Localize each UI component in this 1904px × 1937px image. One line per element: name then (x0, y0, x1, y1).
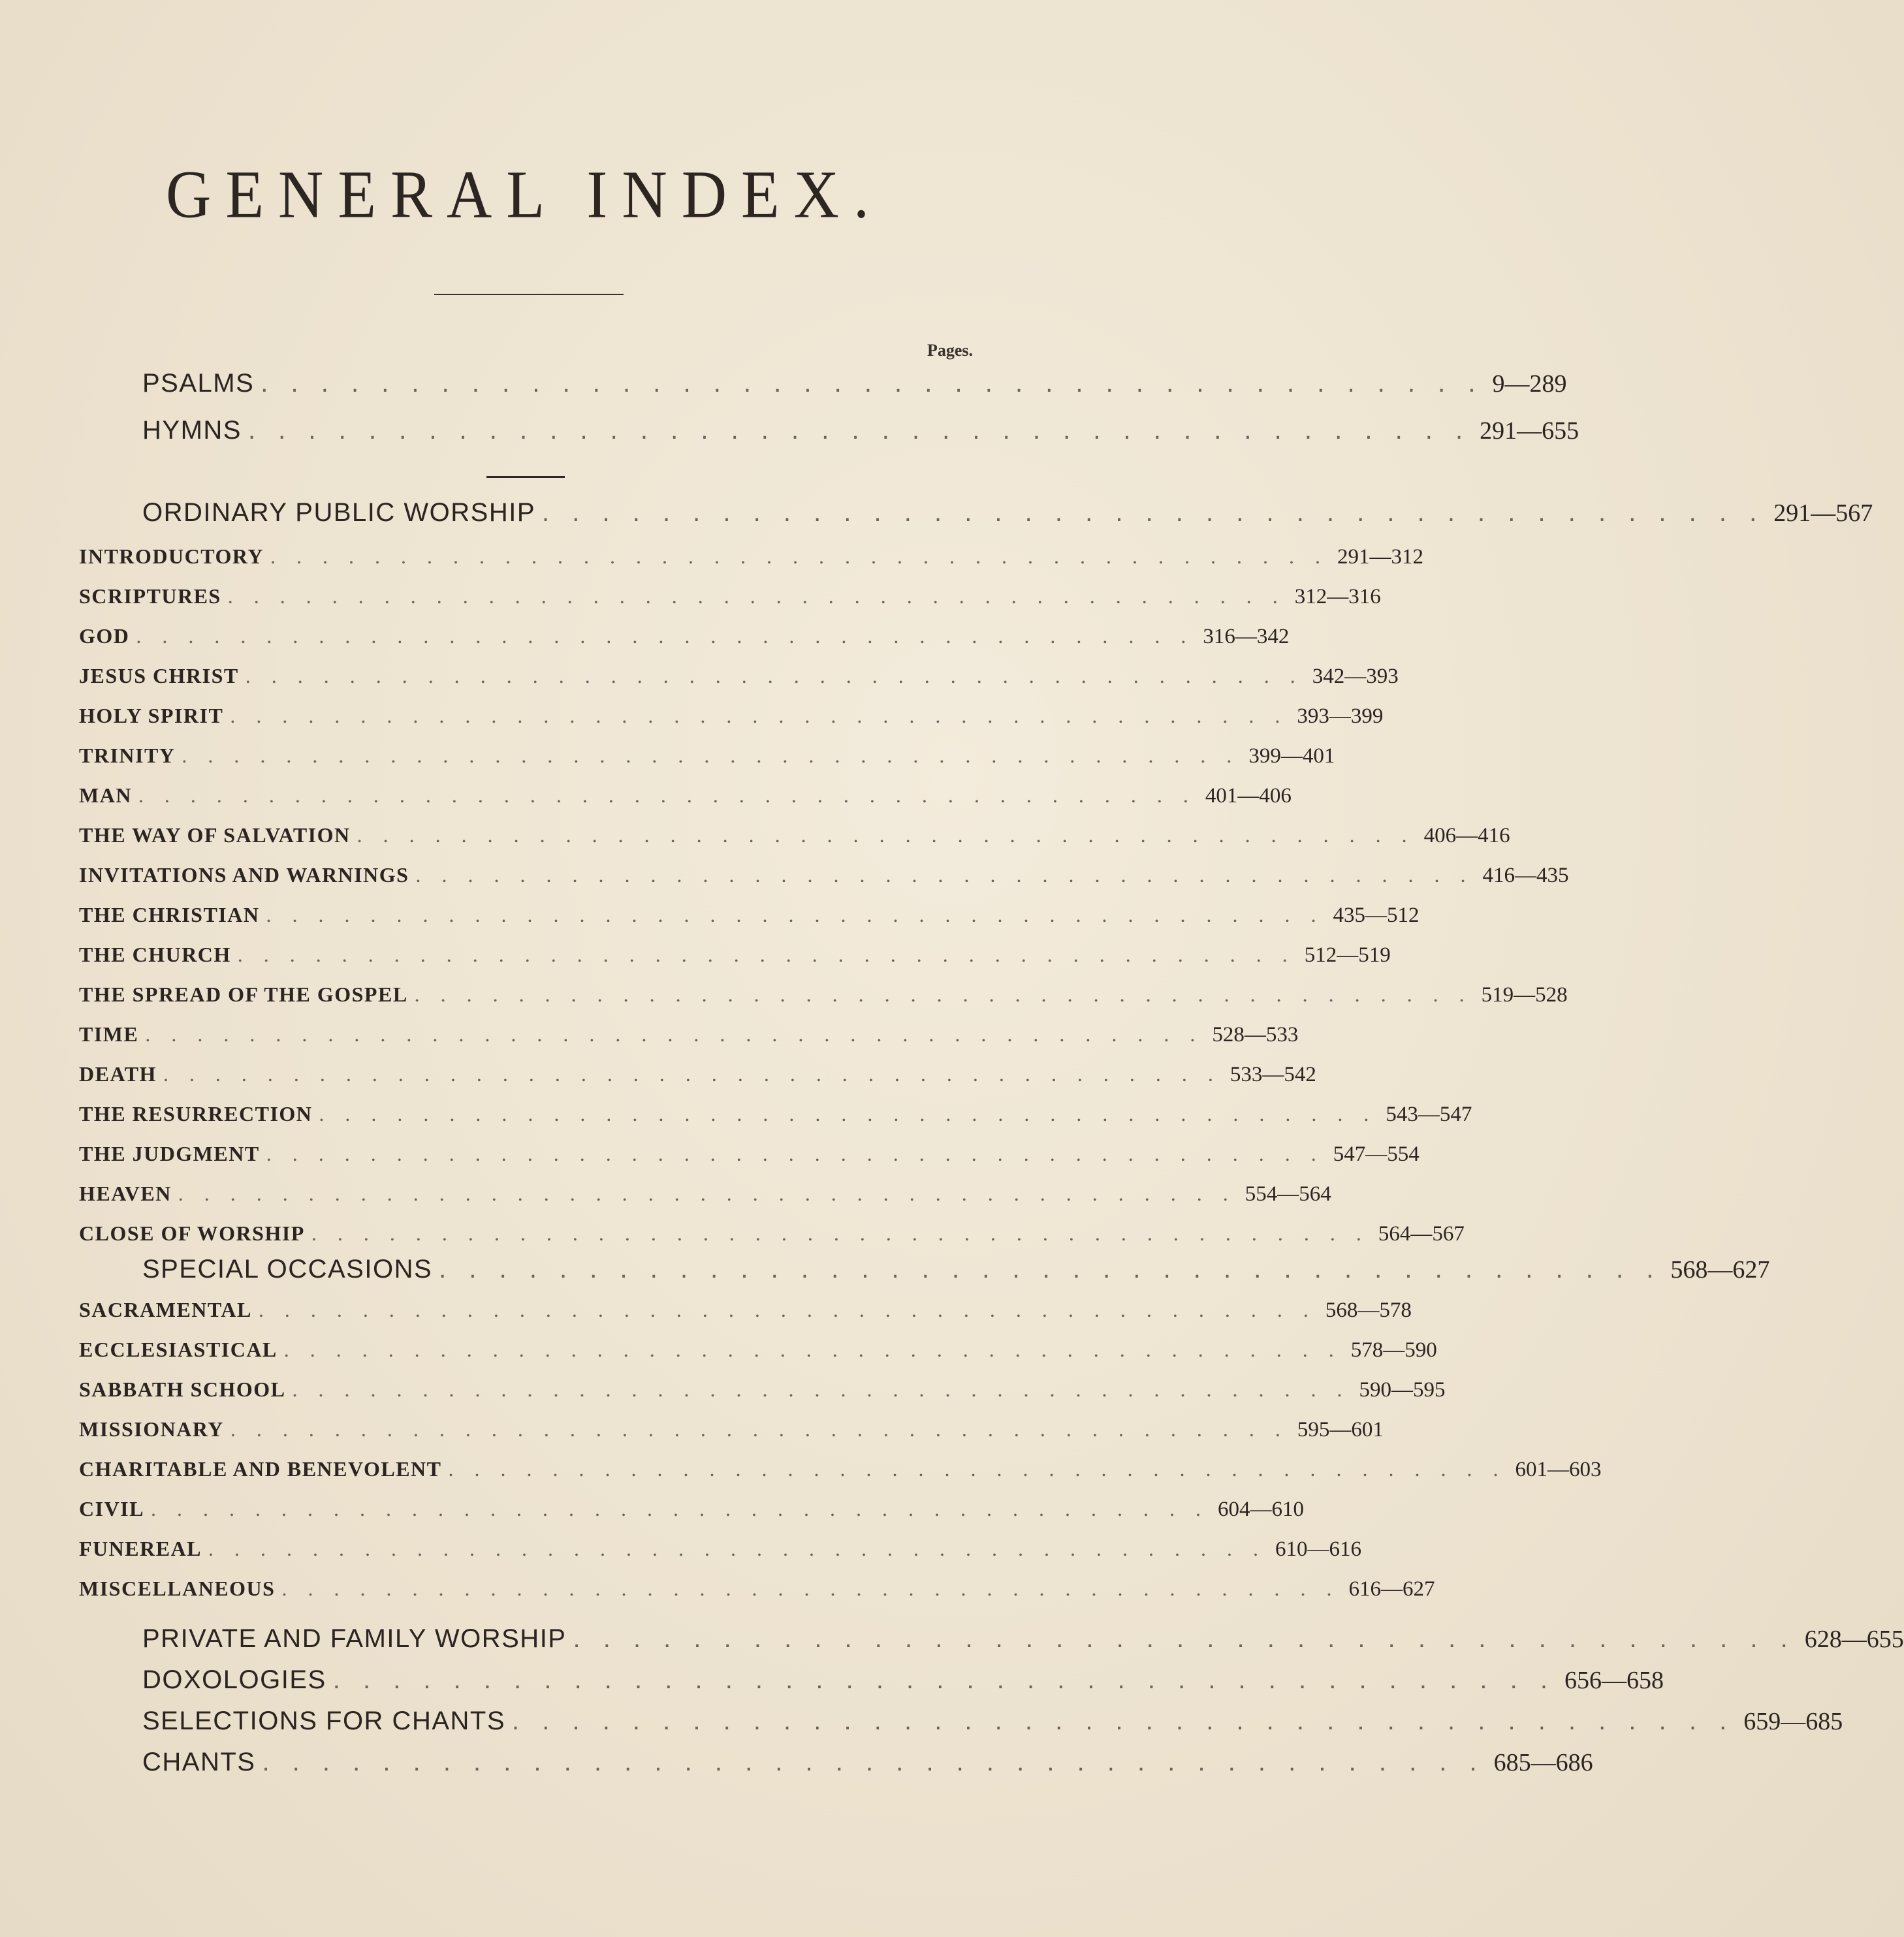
list-item (79, 823, 1510, 848)
dot-leader: . . . . . . . . . . . . . . . . . . . . . . . . . . . . . . . . . . . . . . . . . (178, 1182, 1236, 1205)
list-item (79, 1022, 1299, 1047)
dot-leader: . . . . . . . . . . . . . . . . . . . . . . . . . . . . . . . . . . . . . . . . . (261, 369, 1484, 398)
entry-pages: 435—512 (1333, 904, 1420, 927)
entry-label: THE JUDGMENT (79, 1142, 260, 1165)
entry-label: MAN (79, 783, 132, 807)
list-item (79, 584, 1381, 609)
list-item (79, 983, 1568, 1007)
entry-pages: 616—627 (1348, 1577, 1435, 1601)
dot-leader: . . . . . . . . . . . . . . . . . . . . . . . . . . . . . . . . . . . . . . . . . (245, 664, 1303, 687)
list-item (79, 1182, 1331, 1206)
dot-leader: . . . . . . . . . . . . . . . . . . . . . . . . . . . . . . . . . . . . . . . . . (292, 1378, 1350, 1401)
section-heading-pages: 568—627 (1670, 1256, 1770, 1283)
index-entry-doxologies (142, 1665, 1664, 1695)
entry-label: CIVIL (79, 1497, 144, 1520)
dot-leader: . . . . . . . . . . . . . . . . . . . . . . . . . . . . . . . . . . . . . . . . . (415, 863, 1474, 887)
section-divider (486, 476, 565, 478)
entry-pages: 604—610 (1217, 1498, 1304, 1521)
dot-leader: . . . . . . . . . . . . . . . . . . . . . . . . . . . . . . . . . . . . . . . . . (163, 1062, 1221, 1086)
list-item (79, 783, 1292, 808)
entry-pages: 659—685 (1743, 1708, 1843, 1735)
section-heading-label: ORDINARY PUBLIC WORSHIP (142, 498, 536, 527)
entry-label: JESUS CHRIST (79, 664, 239, 687)
entry-pages: 533—542 (1230, 1063, 1316, 1086)
dot-leader: . . . . . . . . . . . . . . . . . . . . . . . . . . . . . . . . . . . . . . . . . (283, 1338, 1342, 1361)
entry-pages: 393—399 (1297, 704, 1384, 728)
entry-pages: 401—406 (1205, 784, 1292, 808)
list-item (79, 863, 1569, 888)
entry-pages: 406—416 (1423, 824, 1510, 847)
dot-leader: . . . . . . . . . . . . . . . . . . . . . . . . . . . . . . . . . . . . . . . . . (150, 1497, 1209, 1520)
list-item (79, 1062, 1316, 1087)
dot-leader: . . . . . . . . . . . . . . . . . . . . . . . . . . . . . . . . . . . . . . . . . (266, 1142, 1324, 1165)
entry-label: INTRODUCTORY (79, 544, 264, 568)
entry-label: GOD (79, 624, 130, 648)
entry-label: ECCLESIASTICAL (79, 1338, 278, 1361)
entry-label: CHARITABLE AND BENEVOLENT (79, 1457, 442, 1481)
entry-pages: 342—393 (1312, 665, 1399, 688)
list-item (79, 744, 1335, 768)
entry-label: HOLY SPIRIT (79, 704, 224, 727)
entry-label: TIME (79, 1022, 139, 1046)
entry-pages: 543—547 (1386, 1103, 1472, 1126)
dot-leader: . . . . . . . . . . . . . . . . . . . . . . . . . . . . . . . . . . . . . . . . . (439, 1255, 1662, 1283)
index-entry-private-family (142, 1624, 1904, 1654)
entry-pages: 316—342 (1203, 625, 1290, 648)
dot-leader: . . . . . . . . . . . . . . . . . . . . . . . . . . . . . . . . . . . . . . . . . (230, 704, 1288, 727)
dot-leader: . . . . . . . . . . . . . . . . . . . . . . . . . . . . . . . . . . . . . . . . . (311, 1221, 1369, 1245)
dot-leader: . . . . . . . . . . . . . . . . . . . . . . . . . . . . . . . . . . . . . . . . . (281, 1577, 1340, 1600)
entry-label: CLOSE OF WORSHIP (79, 1221, 305, 1245)
entry-label: INVITATIONS AND WARNINGS (79, 863, 409, 887)
section-heading-pages: 291—567 (1773, 499, 1873, 527)
dot-leader: . . . . . . . . . . . . . . . . . . . . . . . . . . . . . . . . . . . . . . . . . (573, 1624, 1796, 1653)
entry-pages: 610—616 (1275, 1537, 1362, 1561)
entry-pages: 578—590 (1350, 1338, 1437, 1362)
dot-leader: . . . . . . . . . . . . . . . . . . . . . . . . . . . . . . . . . . . . . . . . . (270, 544, 1328, 568)
entry-label: DOXOLOGIES (142, 1665, 326, 1694)
title-divider (434, 294, 624, 295)
entry-pages: 312—316 (1294, 585, 1381, 608)
entry-label: SABBATH SCHOOL (79, 1378, 286, 1401)
entry-pages: 9—289 (1492, 370, 1567, 398)
index-entry-hymns (142, 416, 1579, 445)
entry-pages: 590—595 (1359, 1378, 1446, 1402)
list-item (79, 704, 1384, 729)
list-item (79, 624, 1290, 649)
dot-leader: . . . . . . . . . . . . . . . . . . . . . . . . . . . . . . . . . . . . . . . . . (230, 1417, 1288, 1441)
dot-leader: . . . . . . . . . . . . . . . . . . . . . . . . . . . . . . . . . . . . . . . . . (319, 1102, 1377, 1126)
index-entry-psalms (142, 369, 1567, 398)
dot-leader: . . . . . . . . . . . . . . . . . . . . . . . . . . . . . . . . . . . . . . . . . (332, 1665, 1555, 1694)
list-item (79, 664, 1399, 689)
entry-label: SACRAMENTAL (79, 1298, 252, 1321)
list-item (79, 1577, 1435, 1601)
page-title: GENERAL INDEX. (166, 156, 883, 232)
list-item (79, 1298, 1412, 1323)
entry-label: FUNEREAL (79, 1537, 202, 1560)
entry-label: TRINITY (79, 744, 176, 767)
entry-pages: 601—603 (1515, 1458, 1602, 1481)
dot-leader: . . . . . . . . . . . . . . . . . . . . . . . . . . . . . . . . . . . . . . . . . (542, 498, 1765, 527)
entry-pages: 656—658 (1564, 1667, 1664, 1694)
entry-pages: 595—601 (1297, 1418, 1384, 1441)
entry-pages: 291—655 (1480, 417, 1579, 445)
entry-label: SELECTIONS FOR CHANTS (142, 1707, 506, 1735)
entry-label: THE CHURCH (79, 943, 231, 966)
list-item (79, 544, 1423, 569)
entry-pages: 628—655 (1804, 1626, 1904, 1653)
list-item (79, 1338, 1437, 1362)
entry-label: HEAVEN (79, 1182, 172, 1205)
list-item (79, 903, 1420, 928)
entry-pages: 685—686 (1493, 1749, 1593, 1776)
entry-label: CHANTS (142, 1748, 256, 1776)
entry-pages: 399—401 (1248, 744, 1335, 768)
entry-pages: 528—533 (1212, 1023, 1299, 1047)
list-item (79, 1537, 1362, 1562)
section-heading-label: SPECIAL OCCASIONS (142, 1255, 433, 1283)
dot-leader: . . . . . . . . . . . . . . . . . . . . . . . . . . . . . . . . . . . . . . . . . (208, 1537, 1267, 1560)
dot-leader: . . . . . . . . . . . . . . . . . . . . . . . . . . . . . . . . . . . . . . . . . (512, 1707, 1735, 1735)
dot-leader: . . . . . . . . . . . . . . . . . . . . . . . . . . . . . . . . . . . . . . . . . (136, 624, 1194, 648)
dot-leader: . . . . . . . . . . . . . . . . . . . . . . . . . . . . . . . . . . . . . . . . . (138, 783, 1196, 807)
list-item (79, 1378, 1446, 1402)
entry-pages: 512—519 (1304, 943, 1391, 967)
entry-label: PSALMS (142, 369, 255, 398)
dot-leader: . . . . . . . . . . . . . . . . . . . . . . . . . . . . . . . . . . . . . . . . . (247, 416, 1471, 445)
entry-label: THE WAY OF SALVATION (79, 823, 351, 847)
pages-column-label: Pages. (927, 341, 974, 360)
entry-pages: 547—554 (1333, 1142, 1420, 1166)
list-item (79, 1221, 1465, 1246)
list-item (79, 1417, 1384, 1442)
section-heading-ordinary (142, 498, 1873, 528)
entry-label: THE RESURRECTION (79, 1102, 313, 1126)
dot-leader: . . . . . . . . . . . . . . . . . . . . . . . . . . . . . . . . . . . . . . . . . (357, 823, 1415, 847)
entry-label: MISSIONARY (79, 1417, 224, 1441)
entry-label: THE SPREAD OF THE GOSPEL (79, 983, 408, 1006)
dot-leader: . . . . . . . . . . . . . . . . . . . . . . . . . . . . . . . . . . . . . . . . . (414, 983, 1472, 1006)
list-item (79, 943, 1391, 968)
entry-label: THE CHRISTIAN (79, 903, 260, 926)
index-entry-chants (142, 1748, 1593, 1777)
entry-pages: 554—564 (1245, 1182, 1331, 1206)
index-entry-selections-for-chants (142, 1707, 1843, 1736)
entry-pages: 416—435 (1482, 864, 1569, 887)
list-item (79, 1457, 1602, 1482)
dot-leader: . . . . . . . . . . . . . . . . . . . . . . . . . . . . . . . . . . . . . . . . . (266, 903, 1324, 926)
dot-leader: . . . . . . . . . . . . . . . . . . . . . . . . . . . . . . . . . . . . . . . . . (227, 584, 1286, 608)
dot-leader: . . . . . . . . . . . . . . . . . . . . . . . . . . . . . . . . . . . . . . . . . (145, 1022, 1203, 1046)
entry-label: MISCELLANEOUS (79, 1577, 276, 1600)
entry-pages: 564—567 (1378, 1222, 1465, 1246)
entry-label: PRIVATE AND FAMILY WORSHIP (142, 1624, 567, 1653)
entry-pages: 519—528 (1481, 983, 1568, 1007)
dot-leader: . . . . . . . . . . . . . . . . . . . . . . . . . . . . . . . . . . . . . . . . . (258, 1298, 1316, 1321)
entry-label: DEATH (79, 1062, 157, 1086)
dot-leader: . . . . . . . . . . . . . . . . . . . . . . . . . . . . . . . . . . . . . . . . . (448, 1457, 1506, 1481)
entry-label: HYMNS (142, 416, 242, 445)
entry-label: SCRIPTURES (79, 584, 221, 608)
dot-leader: . . . . . . . . . . . . . . . . . . . . . . . . . . . . . . . . . . . . . . . . . (237, 943, 1295, 966)
entry-pages: 568—578 (1325, 1299, 1412, 1322)
list-item (79, 1497, 1304, 1522)
section-heading-special (142, 1255, 1770, 1284)
dot-leader: . . . . . . . . . . . . . . . . . . . . . . . . . . . . . . . . . . . . . . . . . (262, 1748, 1485, 1776)
list-item (79, 1102, 1472, 1127)
list-item (79, 1142, 1420, 1167)
dot-leader: . . . . . . . . . . . . . . . . . . . . . . . . . . . . . . . . . . . . . . . . . (182, 744, 1240, 767)
entry-pages: 291—312 (1337, 545, 1423, 569)
